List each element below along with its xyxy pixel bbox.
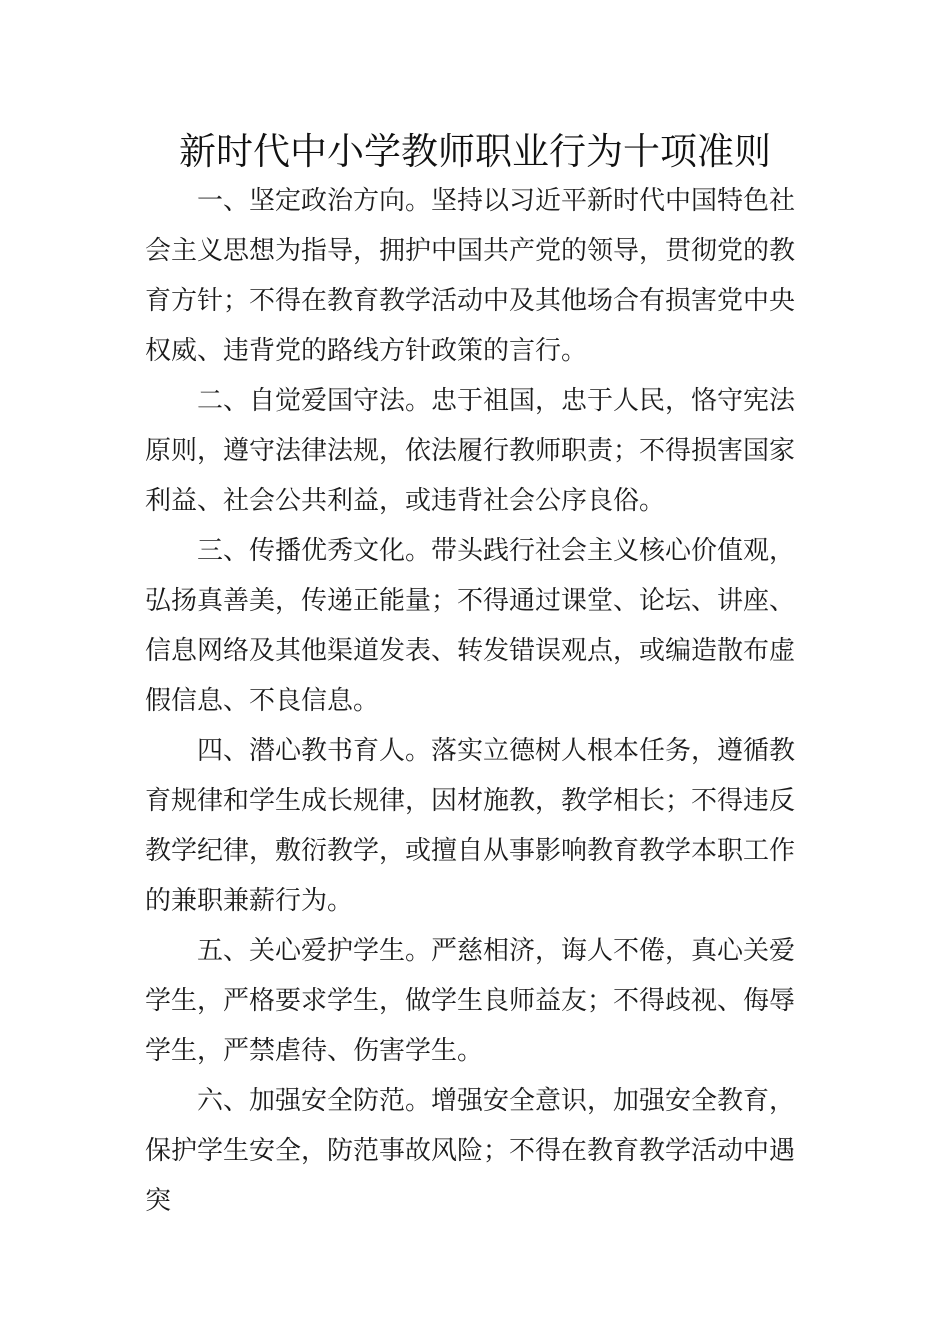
paragraph-3: 三、传播优秀文化。带头践行社会主义核心价值观，弘扬真善美，传递正能量；不得通过课堂、论坛、讲座、信息网络及其他渠道发表、转发错误观点，或编造散布虚假信息、不良信息。 <box>145 536 796 716</box>
paragraph-5: 五、关心爱护学生。严慈相济，诲人不倦，真心关爱学生，严格要求学生，做学生良师益友；不得歧视、侮辱学生，严禁虐待、伤害学生。 <box>145 936 796 1066</box>
paragraph-6: 六、加强安全防范。增强安全意识，加强安全教育，保护学生安全，防范事故风险；不得在教育教学活动中遇突 <box>145 1086 796 1216</box>
document-body <box>145 176 795 1226</box>
document-title: 新时代中小学教师职业行为十项准则 <box>179 130 771 173</box>
paragraph-4: 四、潜心教书育人。落实立德树人根本任务，遵循教育规律和学生成长规律，因材施教，教学相长；不得违反教学纪律，敷衍教学，或擅自从事影响教育教学本职工作的兼职兼薪行为。 <box>145 736 796 916</box>
paragraph-2: 二、自觉爱国守法。忠于祖国，忠于人民，恪守宪法原则，遵守法律法规，依法履行教师职责；不得损害国家利益、社会公共利益，或违背社会公序良俗。 <box>145 386 796 516</box>
paragraph-1: 一、坚定政治方向。坚持以习近平新时代中国特色社会主义思想为指导，拥护中国共产党的领导，贯彻党的教育方针；不得在教育教学活动中及其他场合有损害党中央权威、违背党的路线方针政策的言行。 <box>145 186 796 366</box>
